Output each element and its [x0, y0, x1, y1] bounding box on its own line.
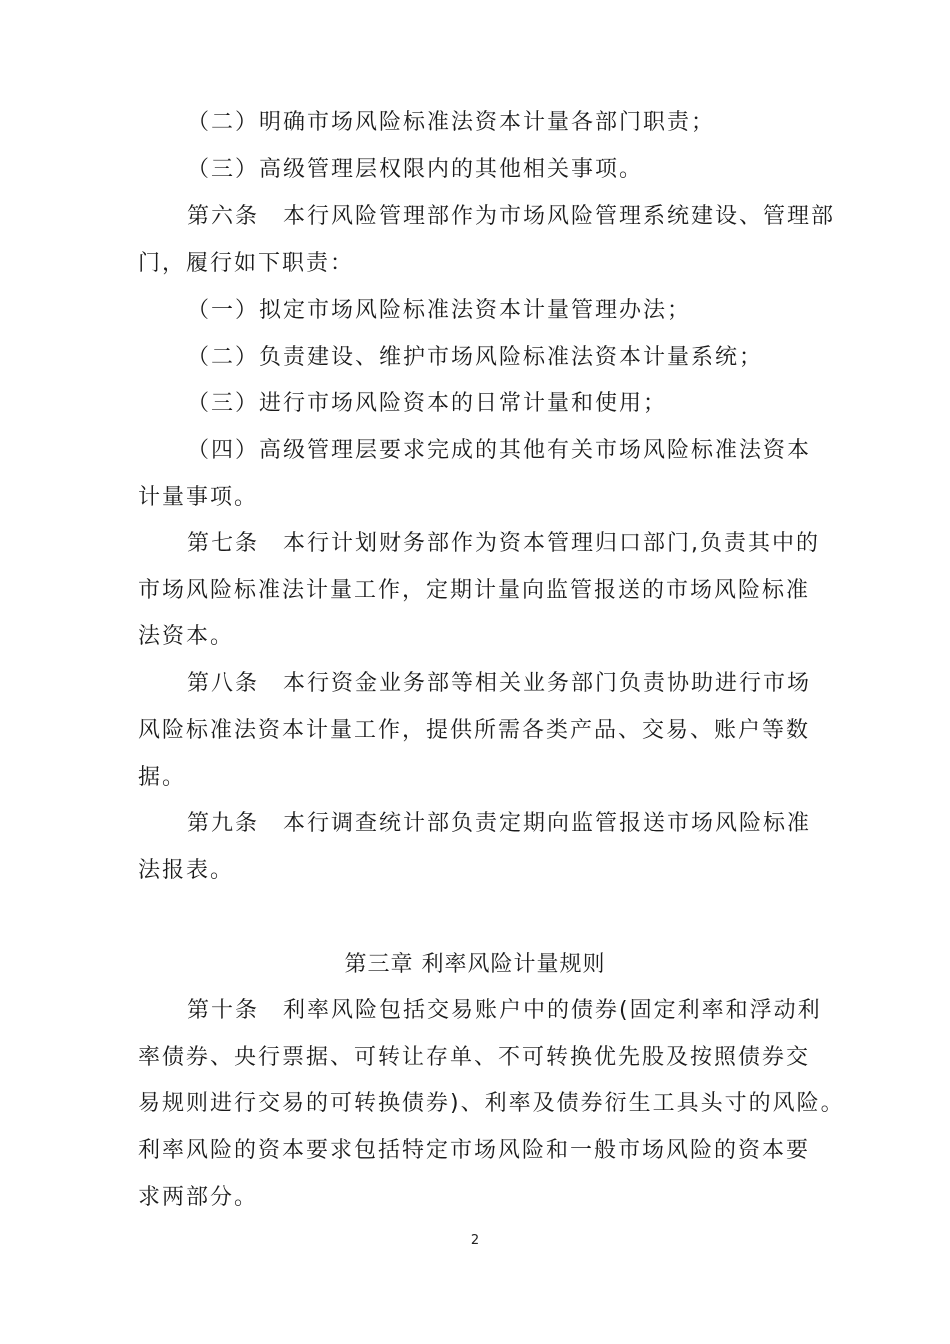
text-line: （四）高级管理层要求完成的其他有关市场风险标准法资本 — [187, 438, 812, 463]
article-10-line: 第十条 利率风险包括交易账户中的债券(固定利率和浮动利 — [187, 998, 822, 1023]
text-line: （三）高级管理层权限内的其他相关事项。 — [187, 157, 644, 182]
text-line: （一）拟定市场风险标准法资本计量管理办法； — [187, 298, 692, 323]
text-line: 计量事项。 — [138, 485, 259, 510]
page-number: 2 — [470, 1233, 480, 1248]
text-line: 门，履行如下职责： — [138, 251, 355, 276]
text-line: 易规则进行交易的可转换债券)、利率及债券衍生工具头寸的风险。 — [138, 1091, 845, 1116]
text-line: （二）负责建设、维护市场风险标准法资本计量系统； — [187, 345, 764, 370]
text-line: 利率风险的资本要求包括特定市场风险和一般市场风险的资本要 — [138, 1138, 811, 1163]
text-line: 法报表。 — [138, 858, 235, 883]
text-line: 据。 — [138, 765, 187, 790]
article-8-line: 第八条 本行资金业务部等相关业务部门负责协助进行市场 — [187, 671, 812, 696]
text-line: 风险标准法资本计量工作，提供所需各类产品、交易、账户等数 — [138, 718, 811, 743]
article-7-line: 第七条 本行计划财务部作为资本管理归口部门,负责其中的 — [187, 531, 820, 556]
text-line: （三）进行市场风险资本的日常计量和使用； — [187, 391, 668, 416]
text-line: 法资本。 — [138, 624, 235, 649]
chapter-heading: 第三章 利率风险计量规则 — [344, 952, 606, 977]
text-line: （二）明确市场风险标准法资本计量各部门职责； — [187, 110, 716, 135]
text-line: 市场风险标准法计量工作，定期计量向监管报送的市场风险标准 — [138, 578, 811, 603]
article-9-line: 第九条 本行调查统计部负责定期向监管报送市场风险标准 — [187, 811, 812, 836]
article-6-line: 第六条 本行风险管理部作为市场风险管理系统建设、管理部 — [187, 204, 836, 229]
text-line: 求两部分。 — [138, 1185, 259, 1210]
text-line: 率债券、央行票据、可转让存单、不可转换优先股及按照债券交 — [138, 1045, 811, 1070]
